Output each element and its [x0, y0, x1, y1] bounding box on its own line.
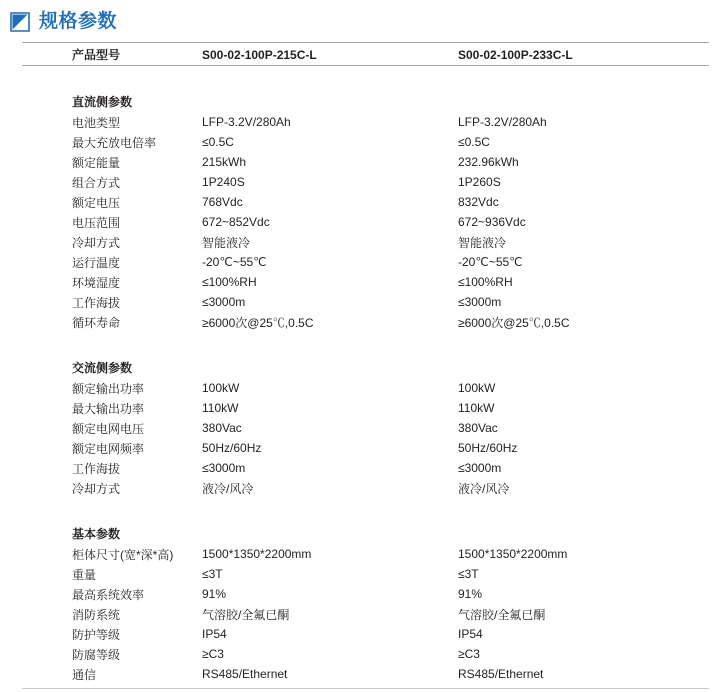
spec-table	[22, 42, 709, 684]
section-title: 交流侧参数	[72, 361, 133, 375]
row-value-1: ≤3000m	[202, 461, 246, 475]
table-row	[22, 664, 709, 684]
row-value-1: 380Vac	[202, 421, 242, 435]
row-value-2: 1P260S	[458, 175, 501, 189]
row-value-2: 液冷/风冷	[458, 481, 510, 496]
row-value-2: RS485/Ethernet	[458, 667, 544, 681]
table-row	[22, 212, 709, 232]
row-value-1: 1500*1350*2200mm	[202, 547, 312, 561]
document-spec-icon	[10, 12, 30, 32]
row-label: 额定电网电压	[72, 421, 145, 436]
row-value-1: 50Hz/60Hz	[202, 441, 262, 455]
row-label: 额定电网频率	[72, 441, 145, 456]
row-label: 额定能量	[72, 155, 121, 170]
row-value-2: 672~936Vdc	[458, 215, 526, 229]
table-row	[22, 152, 709, 172]
row-label: 冷却方式	[72, 481, 121, 496]
row-value-2: ≤3000m	[458, 295, 502, 309]
table-row	[22, 378, 709, 398]
row-value-1: ≤100%RH	[202, 275, 257, 289]
row-value-2: 380Vac	[458, 421, 498, 435]
row-value-2: 110kW	[458, 401, 495, 415]
row-value-2: 232.96kWh	[458, 155, 519, 169]
table-row	[22, 544, 709, 564]
page-title: 规格参数	[39, 11, 118, 32]
column-header-model: 产品型号	[22, 43, 200, 66]
column-header-product-1: S00-02-100P-215C-L	[200, 43, 456, 66]
row-value-1: ≥C3	[202, 647, 224, 661]
row-value-2: ≤3T	[458, 567, 479, 581]
table-row	[22, 272, 709, 292]
table-row	[22, 112, 709, 132]
row-value-1: 768Vdc	[202, 195, 243, 209]
row-value-2: -20℃~55℃	[458, 255, 523, 269]
row-label: 防腐等级	[72, 647, 121, 662]
row-value-1: 气溶胶/全氟已酮	[202, 607, 290, 622]
row-value-1: ≥6000次@25℃,0.5C	[202, 315, 314, 330]
row-label: 环境湿度	[72, 275, 121, 290]
row-value-1: -20℃~55℃	[202, 255, 267, 269]
table-header-row	[22, 43, 709, 66]
table-row	[22, 312, 709, 332]
row-label: 最大输出功率	[72, 401, 145, 416]
row-label: 循环寿命	[72, 315, 121, 330]
row-label: 重量	[72, 567, 97, 582]
row-value-2: LFP-3.2V/280Ah	[458, 115, 547, 129]
row-label: 最高系统效率	[72, 587, 145, 602]
row-value-2: 1500*1350*2200mm	[458, 547, 568, 561]
section-title: 直流侧参数	[72, 95, 133, 109]
table-row	[22, 292, 709, 312]
table-row	[22, 172, 709, 192]
table-row	[22, 438, 709, 458]
row-label: 工作海拔	[72, 461, 121, 476]
row-value-2: IP54	[458, 627, 483, 641]
row-label: 运行温度	[72, 255, 121, 270]
row-value-2: ≥C3	[458, 647, 480, 661]
row-label: 额定输出功率	[72, 381, 145, 396]
table-row	[22, 478, 709, 498]
table-row	[22, 192, 709, 212]
row-value-2: 91%	[458, 587, 483, 601]
row-value-1: ≤3T	[202, 567, 223, 581]
row-label: 柜体尺寸(宽*深*高)	[72, 547, 174, 562]
row-label: 额定电压	[72, 195, 121, 210]
column-header-product-2: S00-02-100P-233C-L	[456, 43, 709, 66]
row-label: 消防系统	[72, 607, 121, 622]
row-value-1: 100kW	[202, 381, 240, 395]
row-value-1: LFP-3.2V/280Ah	[202, 115, 291, 129]
row-value-2: 智能液冷	[458, 235, 507, 250]
row-value-2: 832Vdc	[458, 195, 499, 209]
bottom-divider	[22, 688, 709, 689]
row-value-1: ≤3000m	[202, 295, 246, 309]
spacer	[22, 66, 709, 80]
row-value-1: 110kW	[202, 401, 239, 415]
row-value-2: ≤0.5C	[458, 135, 490, 149]
table-row	[22, 458, 709, 478]
table-row	[22, 418, 709, 438]
row-value-2: ≥6000次@25℃,0.5C	[458, 315, 570, 330]
section-title: 基本参数	[72, 527, 121, 541]
spacer	[22, 332, 709, 345]
row-label: 防护等级	[72, 627, 121, 642]
row-value-1: IP54	[202, 627, 227, 641]
row-label: 电压范围	[72, 215, 121, 230]
section-heading-basic	[22, 511, 709, 544]
row-value-2: 100kW	[458, 381, 496, 395]
row-value-1: 91%	[202, 587, 227, 601]
table-row	[22, 398, 709, 418]
table-row	[22, 252, 709, 272]
row-value-1: 1P240S	[202, 175, 245, 189]
row-value-2: ≤3000m	[458, 461, 502, 475]
row-value-1: 672~852Vdc	[202, 215, 270, 229]
table-row	[22, 584, 709, 604]
row-value-1: ≤0.5C	[202, 135, 234, 149]
section-heading-ac	[22, 345, 709, 378]
row-label: 组合方式	[72, 175, 121, 190]
table-row	[22, 132, 709, 152]
row-value-1: 215kWh	[202, 155, 247, 169]
row-label: 最大充放电倍率	[72, 135, 157, 150]
table-row	[22, 232, 709, 252]
table-row	[22, 644, 709, 664]
page-title-row	[0, 0, 727, 42]
row-value-1: 液冷/风冷	[202, 481, 254, 496]
table-row	[22, 564, 709, 584]
spacer	[22, 498, 709, 511]
row-value-1: RS485/Ethernet	[202, 667, 288, 681]
table-row	[22, 624, 709, 644]
row-value-2: ≤100%RH	[458, 275, 513, 289]
row-label: 电池类型	[72, 115, 121, 130]
section-heading-dc	[22, 79, 709, 112]
table-row	[22, 604, 709, 624]
row-value-2: 50Hz/60Hz	[458, 441, 518, 455]
row-value-1: 智能液冷	[202, 235, 251, 250]
row-label: 冷却方式	[72, 235, 121, 250]
row-value-2: 气溶胶/全氟已酮	[458, 607, 546, 622]
row-label: 工作海拔	[72, 295, 121, 310]
row-label: 通信	[72, 667, 97, 682]
